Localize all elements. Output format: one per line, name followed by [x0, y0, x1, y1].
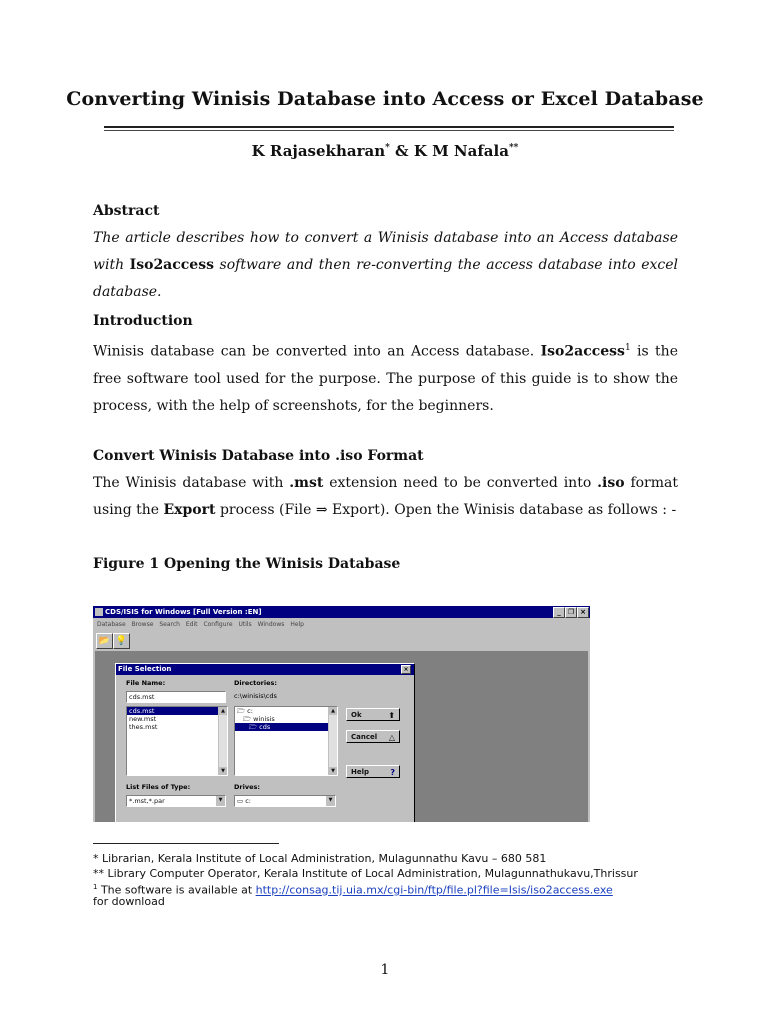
menu-help[interactable]: Help	[290, 621, 304, 628]
cancel-button[interactable]	[346, 730, 400, 743]
directory-item[interactable]	[235, 707, 337, 715]
dir-label: winisis	[253, 715, 275, 723]
menu-search[interactable]: Search	[159, 621, 180, 628]
drives-select[interactable]	[234, 795, 336, 807]
intro-text-1: Winisis database can be converted into an Access database.	[93, 343, 541, 360]
intro-text-2: is the free software tool used for the purpose. The purpose of this guide is to show the process, with the help of screenshots, for the beginners.	[93, 343, 678, 414]
app-window-title: CDS/ISIS for Windows [Full Version :EN]	[105, 608, 262, 616]
convert-iso: .iso	[597, 475, 625, 491]
intro-footnote-ref: 1	[624, 343, 631, 353]
lightbulb-icon[interactable]: 💡	[113, 633, 130, 649]
convert-text-4: process (File ⇒ Export). Open the Winisis database as follows : -	[215, 502, 677, 518]
footnote-2: ** Library Computer Operator, Kerala Institute of Local Administration, Mulagunnathukavu,Thrissur	[93, 867, 638, 880]
convert-export: Export	[163, 502, 216, 518]
app-titlebar	[93, 606, 590, 618]
title-rule-thin	[104, 130, 674, 131]
file-list[interactable]	[126, 706, 228, 776]
file-name-label: File Name:	[126, 679, 166, 687]
open-folder-icon[interactable]: 📂	[96, 633, 113, 649]
footnote-3-number: 1	[93, 883, 98, 891]
page-number: 1	[380, 962, 390, 978]
folder-open-icon: 🗁	[243, 715, 252, 723]
convert-text-1: The Winisis database with	[93, 475, 290, 491]
file-selection-dialog	[115, 663, 415, 822]
dialog-title: File Selection	[118, 665, 172, 673]
restore-button[interactable]: ❐	[565, 607, 577, 618]
convert-text-3: format using the	[93, 475, 678, 518]
directories-label: Directories:	[234, 679, 277, 687]
drive-icon: ▭	[237, 797, 246, 805]
menu-browse[interactable]: Browse	[131, 621, 154, 628]
cancel-label: Cancel	[351, 733, 378, 741]
folder-open-icon: 🗁	[237, 707, 246, 715]
question-icon: ?	[390, 768, 395, 777]
menu-configure[interactable]: Configure	[203, 621, 233, 628]
document-title: Converting Winisis Database into Access or Excel Database	[66, 88, 704, 110]
figure-screenshot	[93, 606, 590, 822]
convert-text	[93, 470, 678, 524]
dialog-titlebar	[116, 664, 414, 675]
intro-software-name: Iso2access	[540, 343, 625, 360]
file-name-input[interactable]: cds.mst	[126, 691, 226, 703]
abstract-text	[93, 225, 678, 306]
authors-line	[0, 142, 770, 160]
title-rule-thick	[104, 126, 674, 128]
dir-label: c:	[247, 707, 253, 715]
drives-value: c:	[245, 797, 251, 805]
scroll-up-icon[interactable]: ▲	[329, 707, 337, 715]
convert-mst: .mst	[289, 475, 324, 491]
directory-item[interactable]	[235, 723, 337, 731]
directory-list-scrollbar[interactable]	[328, 707, 337, 775]
author-1: K Rajasekharan	[251, 142, 386, 160]
menu-windows[interactable]: Windows	[257, 621, 285, 628]
author-2: K M Nafala	[413, 142, 509, 160]
directory-list[interactable]	[234, 706, 338, 776]
file-list-item[interactable]: new.mst	[129, 715, 157, 723]
introduction-heading: Introduction	[93, 313, 193, 329]
figure-caption: Figure 1 Opening the Winisis Database	[93, 556, 401, 572]
list-type-select[interactable]	[126, 795, 226, 807]
author-1-mark: *	[385, 143, 390, 153]
author-separator: &	[389, 142, 414, 160]
menu-edit[interactable]: Edit	[185, 621, 198, 628]
author-2-mark: **	[508, 143, 519, 153]
directories-path: c:\winisis\cds	[234, 692, 277, 700]
abstract-text-1: The article describes how to convert a Winisis database into an Access database with	[93, 230, 678, 273]
footnote-3-tail: for download	[93, 895, 165, 908]
abstract-text-2: software and then re-converting the access database into excel database.	[93, 257, 678, 300]
footnote-rule	[93, 843, 279, 844]
abstract-heading: Abstract	[93, 203, 160, 219]
minimize-button[interactable]: _	[553, 607, 565, 618]
drives-label: Drives:	[234, 783, 260, 791]
directory-item[interactable]	[235, 715, 337, 723]
introduction-text	[93, 335, 678, 420]
ok-button[interactable]	[346, 708, 400, 721]
close-button[interactable]: ×	[577, 607, 589, 618]
folder-open-icon: 🗁	[249, 723, 258, 731]
scroll-down-icon[interactable]: ▼	[329, 767, 337, 775]
footnote-3-text: The software is available at	[97, 883, 256, 897]
chevron-down-icon[interactable]: ▼	[326, 796, 335, 806]
ok-label: Ok	[351, 711, 362, 719]
abstract-software-name: Iso2access	[129, 257, 214, 273]
scroll-down-icon[interactable]: ▼	[219, 767, 227, 775]
menu-database[interactable]: Database	[97, 621, 126, 628]
file-list-item[interactable]: thes.mst	[129, 723, 158, 731]
arrow-up-circle-icon: ⬆	[388, 711, 395, 720]
triangle-icon: △	[388, 733, 395, 742]
menu-utils[interactable]: Utils	[238, 621, 252, 628]
dir-label: cds	[259, 723, 271, 731]
abstract-section	[93, 198, 678, 306]
list-type-value: *.mst,*.par	[129, 797, 165, 805]
help-label: Help	[351, 768, 370, 776]
app-menubar	[93, 619, 590, 630]
help-button[interactable]	[346, 765, 400, 778]
scroll-up-icon[interactable]: ▲	[219, 707, 227, 715]
dialog-close-icon[interactable]: ×	[401, 665, 411, 674]
list-type-label: List Files of Type:	[126, 783, 191, 791]
convert-heading: Convert Winisis Database into .iso Format	[93, 448, 424, 464]
file-list-item[interactable]: cds.mst	[127, 707, 227, 715]
chevron-down-icon[interactable]: ▼	[216, 796, 225, 806]
file-list-scrollbar[interactable]	[218, 707, 227, 775]
convert-section	[93, 443, 678, 524]
footnote-1: * Librarian, Kerala Institute of Local Administration, Mulagunnathu Kavu – 680 581	[93, 852, 547, 865]
software-download-link[interactable]: http://consag.tij.uia.mx/cgi-bin/ftp/file.pl?file=Isis/iso2access.exe	[255, 883, 613, 897]
convert-text-2: extension need to be converted into	[323, 475, 598, 491]
app-icon	[95, 608, 103, 616]
introduction-section	[93, 308, 678, 420]
